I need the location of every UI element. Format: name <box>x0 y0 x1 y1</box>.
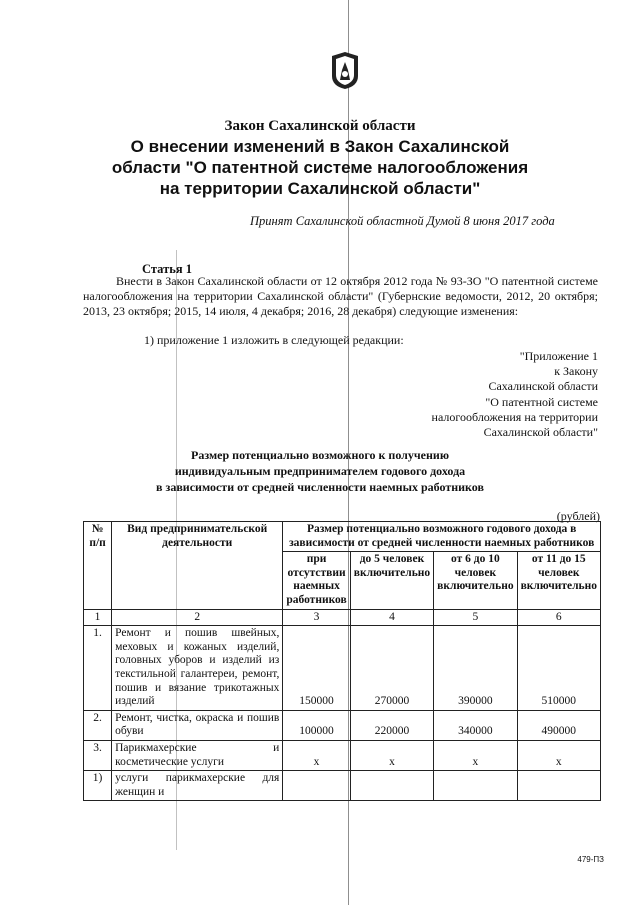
appendix-line: к Закону <box>554 364 598 379</box>
table-row <box>84 626 601 711</box>
row-value: 270000 <box>350 626 433 711</box>
row-value <box>283 771 350 801</box>
row-value: 220000 <box>350 710 433 740</box>
law-subject-line: области "О патентной системе налогообложения <box>111 158 529 177</box>
header-up-to-5: до 5 человек включительно <box>350 552 433 609</box>
adoption-note: Принят Сахалинской областной Думой 8 июня 2017 года <box>250 214 555 228</box>
table-title-line: индивидуальным предпринимателем годового дохода <box>174 464 466 478</box>
row-value: x <box>434 740 517 770</box>
appendix-line: "Приложение 1 <box>519 349 598 363</box>
appendix-line: Сахалинской области <box>488 379 598 394</box>
row-activity: Ремонт и пошив швейных, меховых и кожаных изделий, головных уборов и изделий из текстильной галантереи, ремонт, пошив и вязание трикотажных изделий <box>112 626 283 711</box>
column-number: 5 <box>434 609 517 626</box>
row-number: 1. <box>84 626 112 711</box>
row-value <box>517 771 600 801</box>
row-number: 3. <box>84 740 112 770</box>
row-value: 340000 <box>434 710 517 740</box>
table-header-row <box>84 522 601 552</box>
row-activity: Парикмахерские и косметические услуги <box>112 740 283 770</box>
law-subject-line: на территории Сахалинской области" <box>159 179 481 198</box>
law-title: Закон Сахалинской области <box>224 118 416 134</box>
article-paragraph: Внести в Закон Сахалинской области от 12 октября 2012 года № 93-ЗО "О патентной системе налогообложения на территории Сахалинской области" (Губернские ведомости, 2012, 20 октября; 2013, 23 октября; 2015, 14 июля, 4 декабря; 2016, 28 декабря) следующие изменения: <box>83 274 598 318</box>
row-number: 1) <box>84 771 112 801</box>
header-6-to-10: от 6 до 10 человек включительно <box>434 552 517 609</box>
row-activity: Ремонт, чистка, окраска и пошив обуви <box>112 710 283 740</box>
row-activity: услуги парикмахерские для женщин и <box>112 771 283 801</box>
row-value: 150000 <box>283 626 350 711</box>
table-title-line: в зависимости от средней численности наемных работников <box>156 480 484 494</box>
row-value: 490000 <box>517 710 600 740</box>
document-code: 479-ПЗ <box>577 855 604 864</box>
appendix-line: налогообложения на территории <box>431 409 598 424</box>
row-number: 2. <box>84 710 112 740</box>
header-no-employees: при отсутствии наемных работников <box>283 552 350 609</box>
header-activity: Вид предпринимательской деятельности <box>112 522 283 610</box>
income-table <box>83 521 601 801</box>
table-title <box>0 447 640 495</box>
table-row <box>84 710 601 740</box>
row-value: 100000 <box>283 710 350 740</box>
header-income-size: Размер потенциально возможного годового дохода в зависимости от средней численности наемных работников <box>283 522 601 552</box>
row-value: 510000 <box>517 626 600 711</box>
column-number: 2 <box>112 609 283 626</box>
table-row <box>84 740 601 770</box>
header-11-to-15: от 11 до 15 человек включительно <box>517 552 600 609</box>
appendix-line: "О патентной системе <box>485 394 598 409</box>
amendment-item: 1) приложение 1 изложить в следующей редакции: <box>144 333 404 347</box>
law-subject-line: О внесении изменений в Закон Сахалинской <box>130 137 510 156</box>
column-number: 1 <box>84 609 112 626</box>
appendix-reference <box>432 349 598 440</box>
appendix-line: Сахалинской области" <box>483 425 598 440</box>
law-subject <box>0 136 640 199</box>
currency-unit: (рублей) <box>556 509 600 523</box>
column-number: 6 <box>517 609 600 626</box>
row-value: x <box>350 740 433 770</box>
row-value: x <box>517 740 600 770</box>
article-text <box>83 274 598 319</box>
row-value: x <box>283 740 350 770</box>
row-value <box>434 771 517 801</box>
coat-of-arms-emblem <box>330 50 360 90</box>
column-numbers-row <box>84 609 601 626</box>
row-value: 390000 <box>434 626 517 711</box>
table-title-line: Размер потенциально возможного к получению <box>191 448 449 462</box>
header-number: № п/п <box>84 522 112 610</box>
row-value <box>350 771 433 801</box>
table-row <box>84 771 601 801</box>
article-heading: Статья 1 <box>142 262 192 276</box>
column-number: 3 <box>283 609 350 626</box>
column-number: 4 <box>350 609 433 626</box>
